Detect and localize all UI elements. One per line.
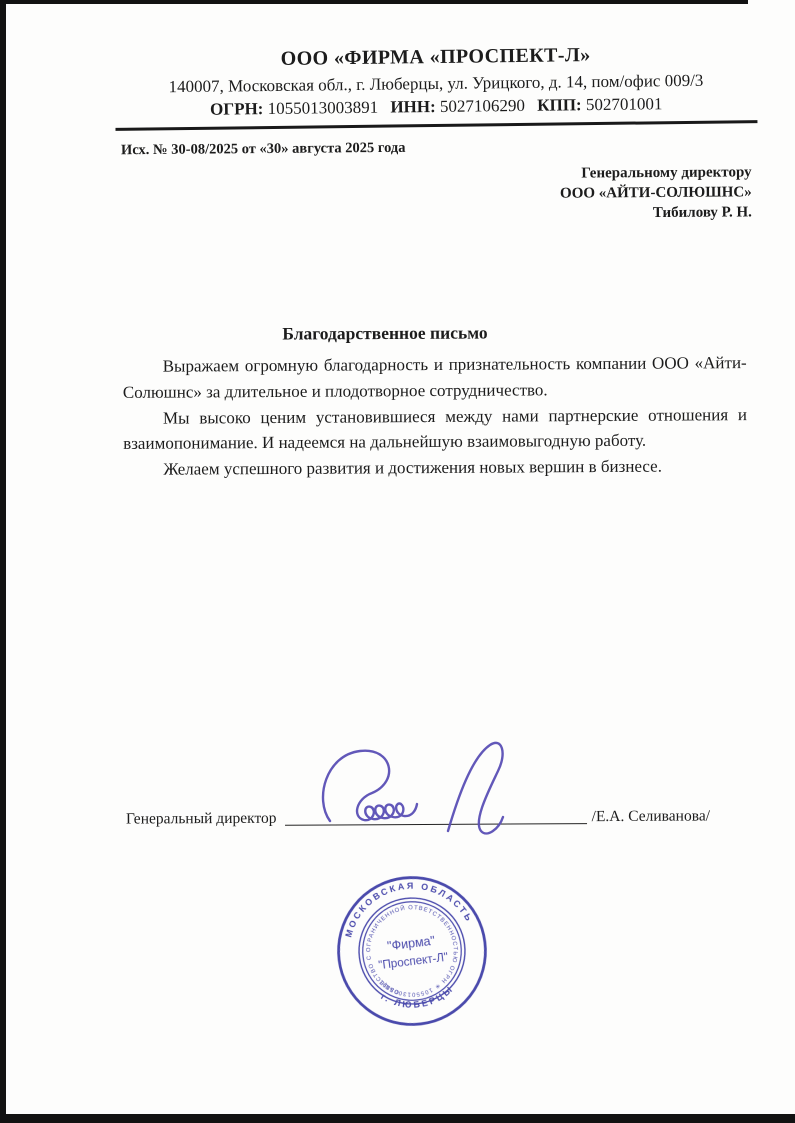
registration-kpp: [537, 94, 662, 115]
company-stamp: [319, 862, 505, 1039]
signature-stroke: [323, 743, 503, 834]
registration-ogrn: [210, 98, 378, 119]
inn-value: 5027106290: [439, 95, 526, 116]
signer-name: /Е.А. Селиванова/: [591, 807, 711, 826]
ogrn-label: ОГРН:: [209, 99, 264, 119]
recipient-block: [560, 163, 752, 224]
paragraph-3: Желаем успешного развития и достижения новых вершин в бизнесе.: [163, 456, 663, 479]
stamp-region-text: МОСКОВСКАЯ ОБЛАСТЬ: [343, 880, 475, 939]
letter-body: [123, 350, 748, 483]
kpp-label: КПП:: [537, 95, 582, 115]
paragraph-2: Мы высоко ценим установившиеся между нами партнерские отношения и взаимопонимание. И надеемся на дальнейшую взаимовыгодную работу.: [123, 404, 748, 454]
stamp-center-name: "Проспект-Л": [377, 950, 449, 973]
scan-edge-left: [0, 0, 6, 1123]
signer-position: Генеральный директор: [125, 809, 277, 828]
letterhead-divider: [115, 120, 757, 131]
reference-line: Исх. № 30-08/2025 от «30» августа 2025 года: [120, 139, 406, 159]
ogrn-value: 1055013003891: [267, 97, 379, 119]
inn-label: ИНН:: [390, 97, 436, 117]
registration-inn: [390, 96, 525, 117]
company-address: 140007, Московская обл., г. Люберцы, ул. Урицкого, д. 14, пом/офис 009/3: [168, 70, 704, 97]
scan-edge-bottom: [0, 1114, 795, 1123]
letterhead: [115, 42, 758, 131]
company-registration: [115, 93, 757, 121]
paragraph-1: Выражаем огромную благодарность и признательность компании ООО «Айти-Солюшнс» за длительное и плодотворное сотрудничество.: [122, 353, 747, 402]
scan-edge-top: [0, 0, 748, 4]
stamp-center-firm: "Фирма": [386, 933, 436, 954]
company-name: ООО «ФИРМА «ПРОСПЕКТ-Л»: [280, 44, 591, 70]
stamp-legal-name-text: ОБЩЕСТВО С ОГРАНИЧЕННОЙ ОТВЕТСТВЕННОСТЬЮ ОГРН ✳ 1055013003891: [366, 905, 458, 997]
stamp-city-text: г. ЛЮБЕРЦЫ: [379, 983, 456, 1010]
recipient-company: ООО «АЙТИ-СОЛЮШНС»: [560, 184, 753, 202]
recipient-person: Тибилову Р. Н.: [653, 204, 753, 221]
recipient-position: Генеральному директору: [581, 164, 752, 182]
kpp-value: 502701001: [585, 94, 663, 115]
handwritten-signature: [312, 735, 524, 841]
letter-title: Благодарственное письмо: [282, 322, 488, 344]
